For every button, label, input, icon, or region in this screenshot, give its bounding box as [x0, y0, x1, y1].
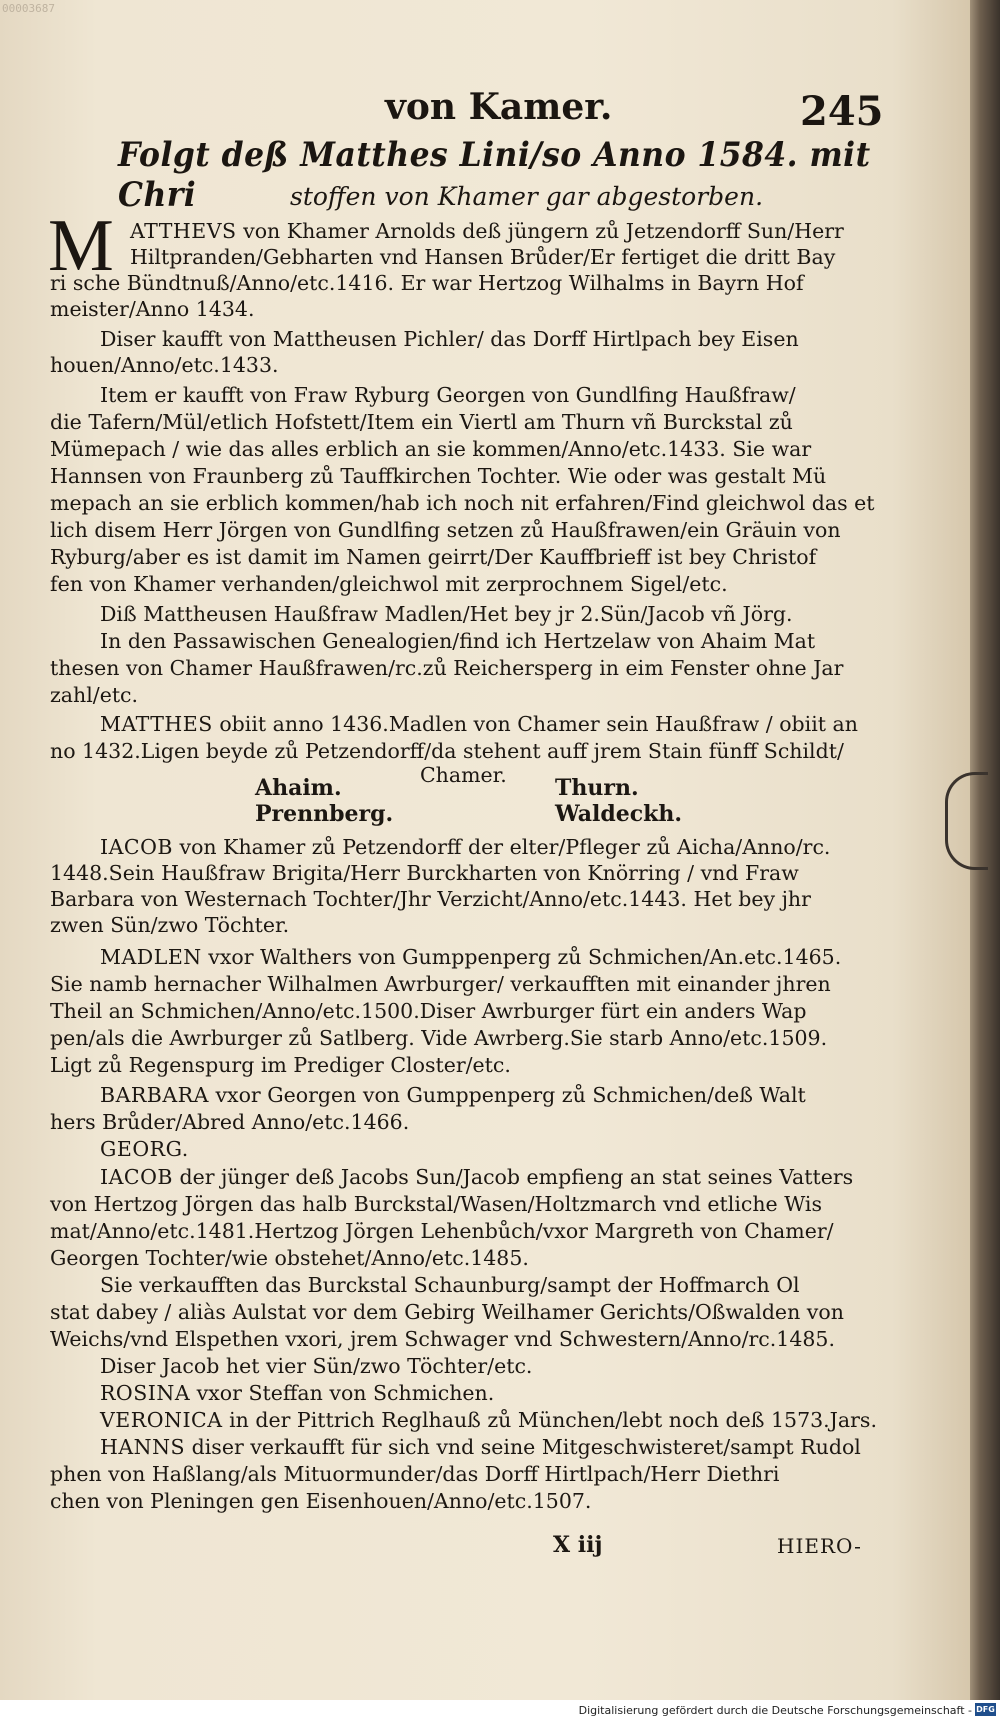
- text-line: [100, 711, 858, 737]
- section-heading-line2: stoffen von Khamer gar abgestorben.: [290, 182, 764, 211]
- text-line: [130, 218, 844, 244]
- line-text: mat/Anno/etc.1481.Hertzog Jörgen Lehenbůch/vxor Margreth von Chamer/: [50, 1219, 834, 1243]
- line-text: Ligt zů Regenspurg im Prediger Closter/etc.: [50, 1053, 511, 1077]
- line-text: der jünger deß Jacobs Sun/Jacob empfieng an stat seines Vatters: [172, 1165, 854, 1189]
- line-text: hers Brůder/Abred Anno/etc.1466.: [50, 1110, 410, 1134]
- entry-lead-name: GEORG.: [100, 1137, 189, 1161]
- line-text: vxor Walthers von Gumppenperg zů Schmichen/An.etc.1465.: [201, 945, 842, 969]
- line-text: von Khamer zů Petzendorff der elter/Pfleger zů Aicha/Anno/rc.: [172, 835, 831, 859]
- line-text: Barbara von Westernach Tochter/Jhr Verzicht/Anno/etc.1443. Het bey jhr: [50, 887, 811, 911]
- line-text: stat dabey / aliàs Aulstat vor dem Gebirg Weilhamer Gerichts/Oßwalden von: [50, 1300, 844, 1324]
- text-line: [100, 382, 796, 408]
- shield-ahaim: Ahaim.: [255, 775, 342, 801]
- line-text: Item er kaufft von Fraw Ryburg Georgen von Gundlfing Haußfraw/: [100, 383, 796, 407]
- line-text: die Tafern/Mül/etlich Hofstett/Item ein Viertl am Thurn vñ Burckstal zů: [50, 410, 793, 434]
- shield-waldeck: Waldeckh.: [555, 801, 683, 827]
- text-line: [50, 1245, 529, 1271]
- shield-thurn: Thurn.: [555, 775, 639, 801]
- corner-stamp: 00003687: [2, 2, 55, 15]
- line-text: Mümepach / wie das alles erblich an sie kommen/Anno/etc.1433. Sie war: [50, 437, 812, 461]
- line-text: meister/Anno 1434.: [50, 297, 255, 321]
- funding-notice: Digitalisierung gefördert durch die Deutsche Forschungsgemeinschaft -: [578, 1704, 972, 1717]
- entry-lead-name: VERONICA: [100, 1408, 223, 1432]
- page-clip: [945, 772, 988, 870]
- text-line: [50, 571, 728, 597]
- text-line: [50, 1025, 827, 1051]
- line-text: diser verkaufft für sich vnd seine Mitgeschwisteret/sampt Rudol: [185, 1435, 861, 1459]
- line-text: thesen von Chamer Haußfrawen/rc.zů Reichersperg in eim Fenster ohne Jar: [50, 656, 844, 680]
- entry-lead-name: MADLEN: [100, 945, 202, 969]
- text-line: [100, 1353, 532, 1379]
- text-line: [50, 517, 841, 543]
- line-text: vxor Georgen von Gumppenperg zů Schmichen/deß Walt: [208, 1083, 806, 1107]
- text-line: [100, 1136, 189, 1162]
- entry-lead-name: MATTHES: [100, 712, 213, 736]
- text-line: [50, 270, 804, 296]
- line-text: Diser Jacob het vier Sün/zwo Töchter/etc.: [100, 1354, 533, 1378]
- text-line: [50, 544, 816, 570]
- line-text: Diser kaufft von Mattheusen Pichler/ das Dorff Hirtlpach bey Eisen: [100, 327, 799, 351]
- text-line: [50, 490, 874, 516]
- text-line: [50, 463, 826, 489]
- line-text: no 1432.Ligen beyde zů Petzendorff/da stehent auff jrem Stain fünff Schildt/: [50, 739, 844, 763]
- line-text: Hannsen von Fraunberg zů Tauffkirchen Tochter. Wie oder was gestalt Mü: [50, 464, 827, 488]
- text-line: [50, 912, 289, 938]
- shield-prennberg: Prennberg.: [255, 801, 394, 827]
- text-line: [100, 601, 793, 627]
- text-line: [100, 1082, 806, 1108]
- entry-lead-name: IACOB: [100, 1165, 173, 1189]
- line-text: Theil an Schmichen/Anno/etc.1500.Diser Awrburger fürt ein anders Wap: [50, 999, 807, 1023]
- text-line: [50, 738, 844, 764]
- line-text: von Hertzog Jörgen das halb Burckstal/Wasen/Holtzmarch vnd etliche Wis: [50, 1192, 822, 1216]
- text-line: [50, 886, 811, 912]
- line-text: ri sche Bündtnuß/Anno/etc.1416. Er war Hertzog Wilhalms in Bayrn Hof: [50, 271, 804, 295]
- text-line: [50, 971, 831, 997]
- line-text: Hiltpranden/Gebharten vnd Hansen Brůder/Er fertiget die dritt Bay: [130, 245, 836, 269]
- line-text: pen/als die Awrburger zů Satlberg. Vide Awrberg.Sie starb Anno/etc.1509.: [50, 1026, 828, 1050]
- line-text: vxor Steffan von Schmichen.: [190, 1381, 495, 1405]
- text-line: [130, 244, 835, 270]
- text-line: [420, 762, 507, 788]
- line-text: Ryburg/aber es ist damit im Namen geirrt/Der Kauffbrieff ist bey Christof: [50, 545, 817, 569]
- line-text: fen von Khamer verhanden/gleichwol mit zerprochnem Sigel/etc.: [50, 572, 728, 596]
- text-line: [50, 682, 138, 708]
- line-text: Georgen Tochter/wie obstehet/Anno/etc.1485.: [50, 1246, 529, 1270]
- entry-lead-name: BARBARA: [100, 1083, 209, 1107]
- line-text: Chamer.: [420, 763, 507, 787]
- catchword: HIERO-: [777, 1534, 862, 1558]
- entry-lead-name: HANNS: [100, 1435, 186, 1459]
- line-text: phen von Haßlang/als Mituormunder/das Dorff Hirtlpach/Herr Diethri: [50, 1462, 780, 1486]
- line-text: Diß Mattheusen Haußfraw Madlen/Het bey jr 2.Sün/Jacob vñ Jörg.: [100, 602, 793, 626]
- text-line: [100, 944, 841, 970]
- text-line: [50, 1326, 835, 1352]
- section-heading-line1: Folgt deß Matthes Lini/so Anno 1584. mit Chri: [118, 135, 871, 215]
- text-line: [50, 998, 807, 1024]
- line-text: chen von Pleningen gen Eisenhouen/Anno/etc.1507.: [50, 1489, 592, 1513]
- line-text: mepach an sie erblich kommen/hab ich noch nit erfahren/Find gleichwol das et: [50, 491, 875, 515]
- text-line: [50, 1052, 511, 1078]
- text-line: [50, 655, 843, 681]
- text-line: [100, 1164, 853, 1190]
- line-text: in der Pittrich Reglhauß zů München/lebt noch deß 1573.Jars.: [222, 1408, 877, 1432]
- text-line: [50, 1488, 591, 1514]
- text-line: [50, 296, 254, 322]
- page-number: 245: [800, 88, 884, 135]
- text-line: [100, 1380, 494, 1406]
- line-text: von Khamer Arnolds deß jüngern zů Jetzendorff Sun/Herr: [236, 219, 844, 243]
- entry-lead-name: ATTHEVS: [130, 219, 237, 243]
- running-head: von Kamer.: [385, 86, 613, 128]
- text-line: [50, 352, 279, 378]
- text-line: [100, 326, 799, 352]
- text-line: [50, 1191, 822, 1217]
- text-line: [50, 436, 811, 462]
- signature-mark: X iij: [553, 1532, 603, 1558]
- text-line: [50, 1299, 844, 1325]
- entry-lead-name: IACOB: [100, 835, 173, 859]
- text-line: [100, 834, 830, 860]
- drop-cap: M: [48, 205, 114, 287]
- text-line: [50, 1461, 779, 1487]
- line-text: lich disem Herr Jörgen von Gundlfing setzen zů Haußfrawen/ein Gräuin von: [50, 518, 841, 542]
- text-line: [50, 860, 799, 886]
- line-text: zwen Sün/zwo Töchter.: [50, 913, 290, 937]
- dfg-logo: DFG: [976, 1705, 995, 1714]
- line-text: Sie verkaufften das Burckstal Schaunburg/sampt der Hoffmarch Ol: [100, 1273, 800, 1297]
- text-line: [100, 1434, 861, 1460]
- line-text: Weichs/vnd Elspethen vxori, jrem Schwager vnd Schwestern/Anno/rc.1485.: [50, 1327, 835, 1351]
- line-text: obiit anno 1436.Madlen von Chamer sein Haußfraw / obiit an: [212, 712, 858, 736]
- text-line: [100, 628, 815, 654]
- text-line: [100, 1272, 800, 1298]
- text-line: [100, 1407, 877, 1433]
- entry-lead-name: ROSINA: [100, 1381, 191, 1405]
- text-line: [50, 1218, 834, 1244]
- text-line: [50, 1109, 409, 1135]
- line-text: Sie namb hernacher Wilhalmen Awrburger/ verkaufften mit einander jhren: [50, 972, 831, 996]
- line-text: zahl/etc.: [50, 683, 139, 707]
- line-text: In den Passawischen Genealogien/find ich Hertzelaw von Ahaim Mat: [100, 629, 816, 653]
- line-text: 1448.Sein Haußfraw Brigita/Herr Burckharten von Knörring / vnd Fraw: [50, 861, 799, 885]
- text-line: [50, 409, 793, 435]
- line-text: houen/Anno/etc.1433.: [50, 353, 279, 377]
